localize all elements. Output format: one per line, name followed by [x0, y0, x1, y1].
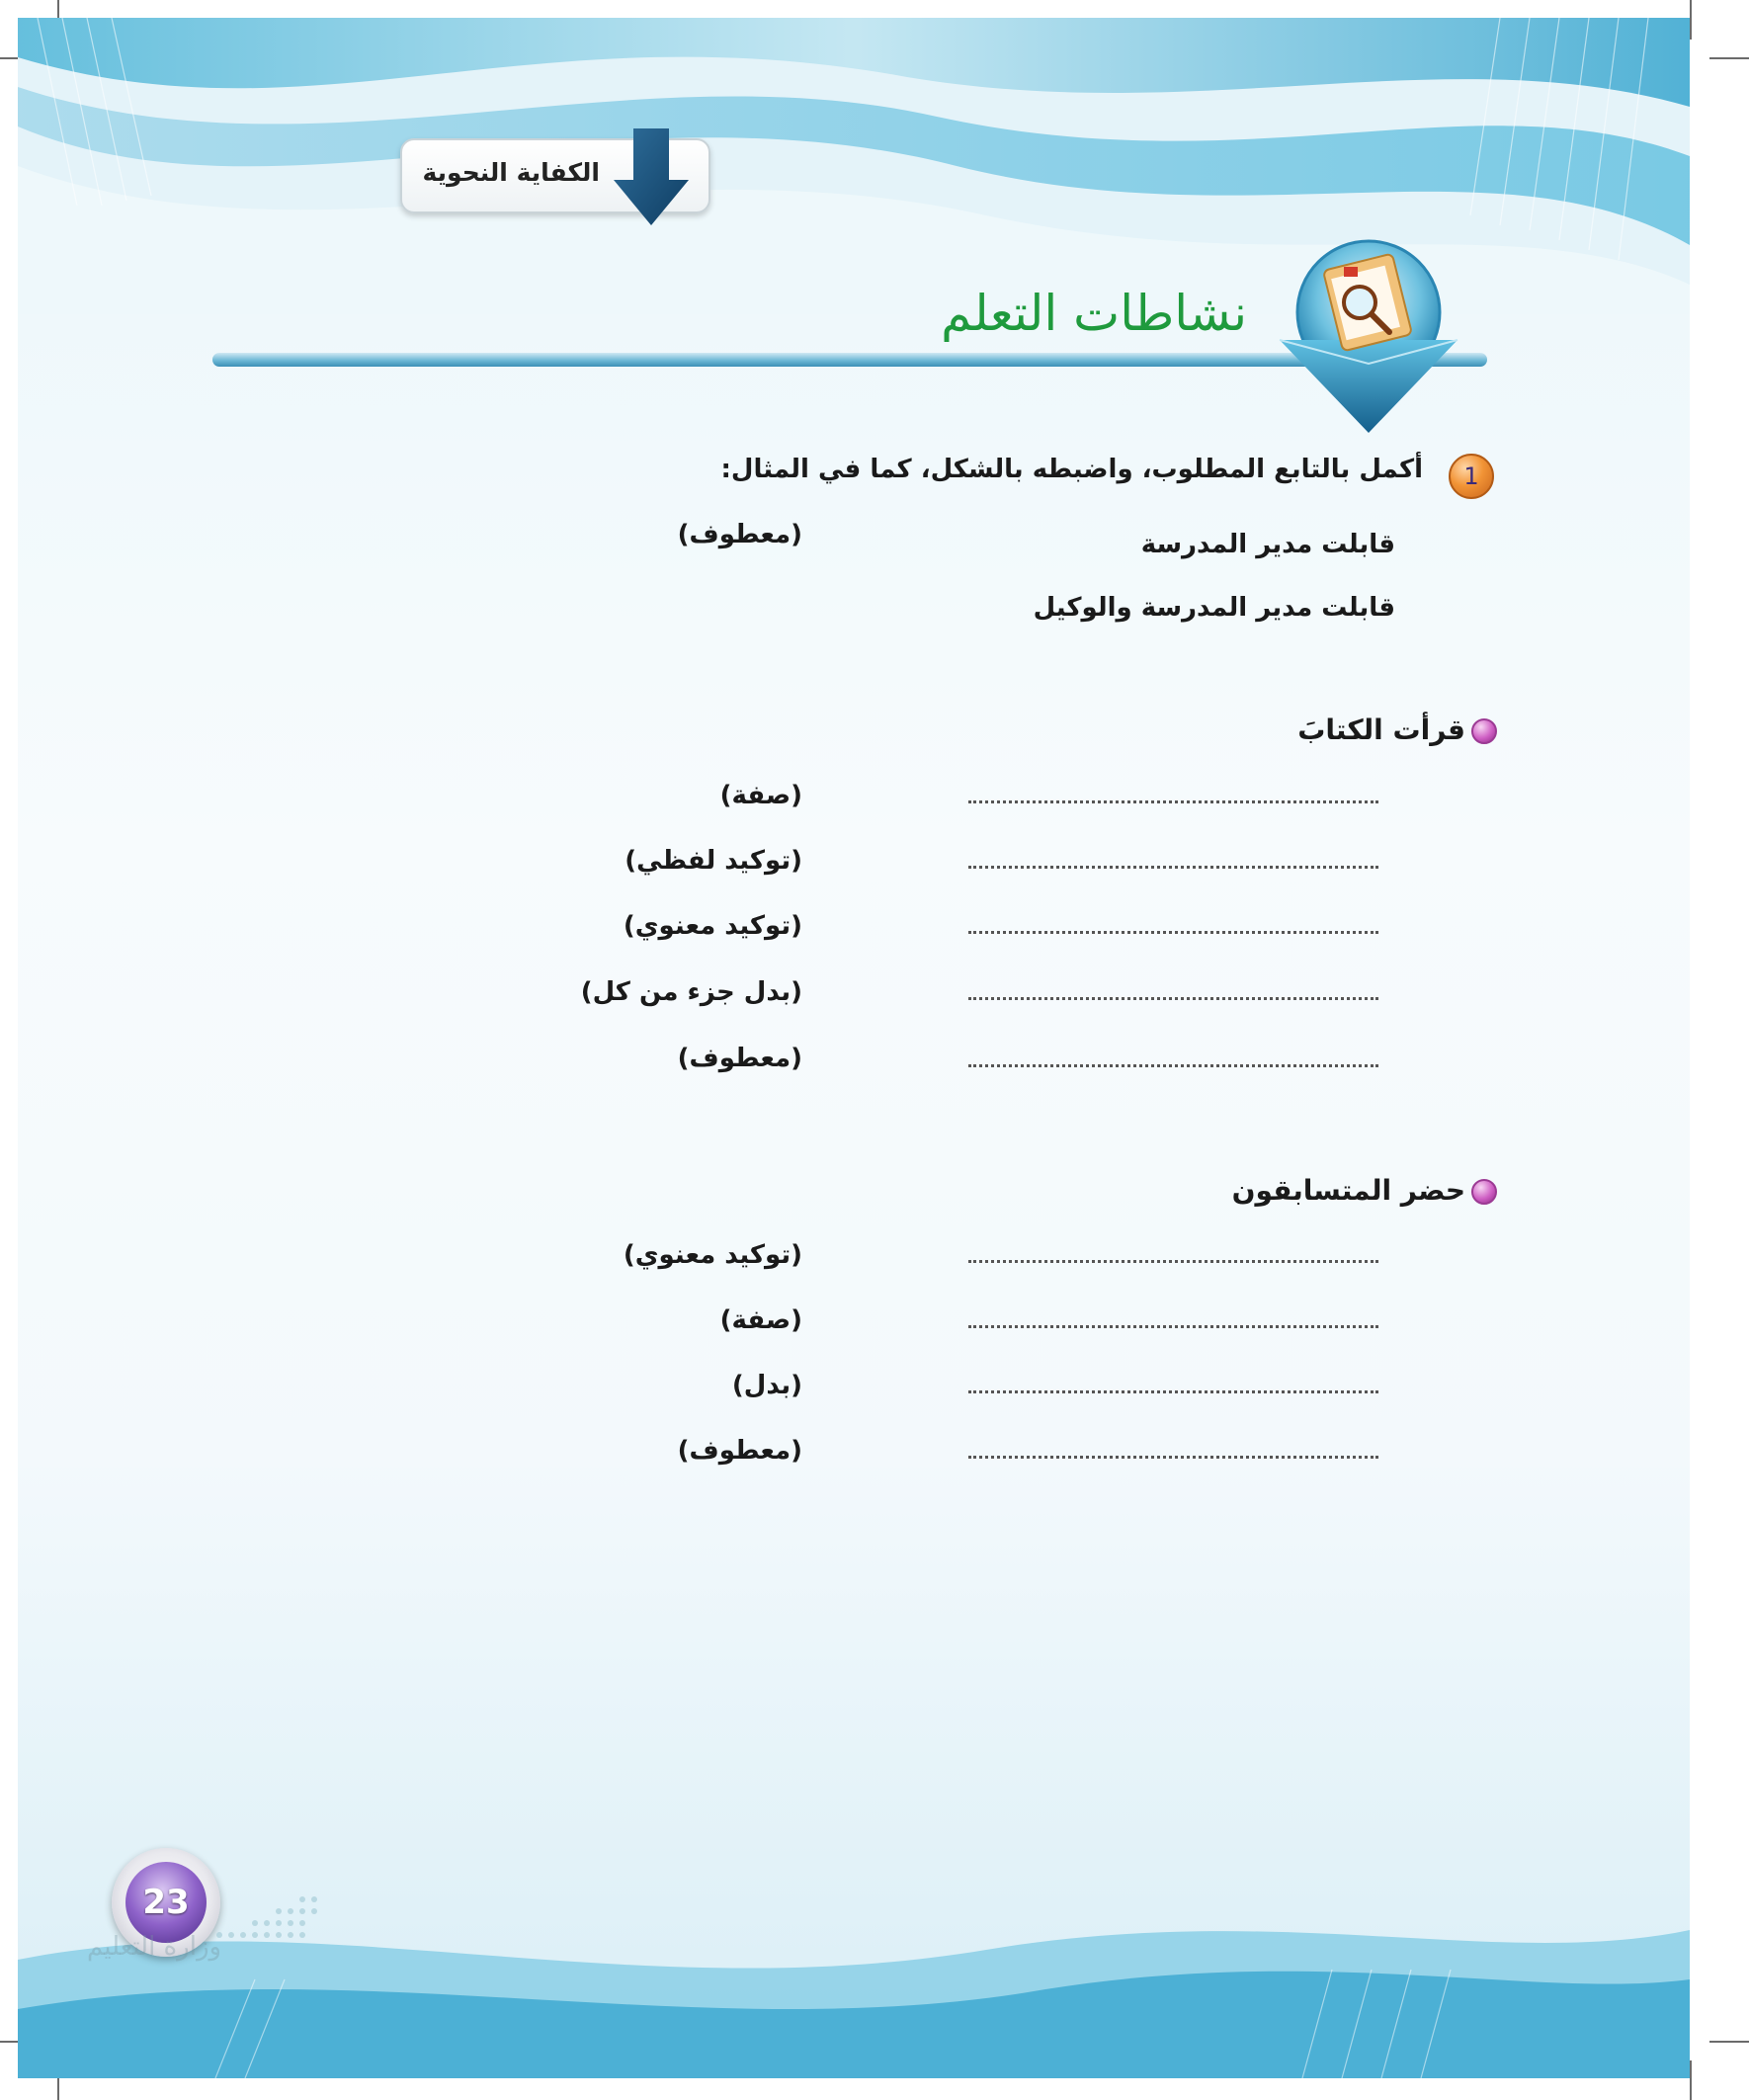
group-heading-text: حضر المتسابقون	[1231, 1174, 1465, 1207]
answer-tag: (بدل جزء من كل)	[580, 977, 802, 1007]
answer-blank[interactable]	[968, 1325, 1378, 1328]
crop-mark	[1690, 2060, 1692, 2100]
question-number-badge: 1	[1449, 454, 1494, 499]
answer-blank[interactable]	[968, 1064, 1378, 1067]
answer-tag: (صفة)	[719, 781, 802, 810]
answer-blank[interactable]	[968, 1390, 1378, 1393]
answer-blank[interactable]	[968, 1456, 1378, 1459]
crop-mark	[1709, 57, 1749, 59]
answer-tag: (توكيد معنوي)	[623, 1240, 802, 1270]
answer-tag: (بدل)	[731, 1371, 802, 1400]
section-title: نشاطات التعلم	[941, 285, 1247, 342]
example-tag: (معطوف)	[677, 520, 802, 549]
magnifier-folder-icon	[1275, 233, 1462, 441]
example-sentence-completed: قابلت مدير المدرسة والوكيل	[1033, 593, 1395, 623]
answer-tag: (صفة)	[719, 1305, 802, 1335]
watermark-dots	[209, 1895, 328, 1945]
bullet-icon	[1471, 718, 1497, 744]
page-number: 23	[125, 1862, 207, 1943]
answer-blank[interactable]	[968, 997, 1378, 1000]
chapter-tab	[400, 138, 710, 213]
down-arrow-icon	[612, 128, 691, 227]
crop-mark	[1690, 0, 1692, 40]
answer-tag: (معطوف)	[677, 1044, 802, 1073]
answer-blank[interactable]	[968, 1260, 1378, 1263]
group-heading-text: قرأت الكتابَ	[1297, 714, 1465, 746]
answer-tag: (معطوف)	[677, 1436, 802, 1466]
bullet-icon	[1471, 1179, 1497, 1205]
example-sentence-original: قابلت مدير المدرسة	[1140, 530, 1395, 559]
answer-tag: (توكيد لفظي)	[625, 846, 802, 876]
answer-blank[interactable]	[968, 800, 1378, 803]
answer-blank[interactable]	[968, 931, 1378, 934]
group-heading	[1232, 1174, 1497, 1207]
ministry-watermark: وزارة التعليم	[87, 1932, 222, 1962]
question-instruction: أكمل بالتابع المطلوب، واضبطه بالشكل، كما في المثال:	[720, 455, 1423, 484]
answer-blank[interactable]	[968, 866, 1378, 869]
chapter-tab-label: الكفاية النحوية	[422, 158, 600, 187]
answer-tag: (توكيد معنوي)	[623, 911, 802, 941]
crop-mark	[1709, 2041, 1749, 2043]
group-heading	[1297, 714, 1497, 746]
